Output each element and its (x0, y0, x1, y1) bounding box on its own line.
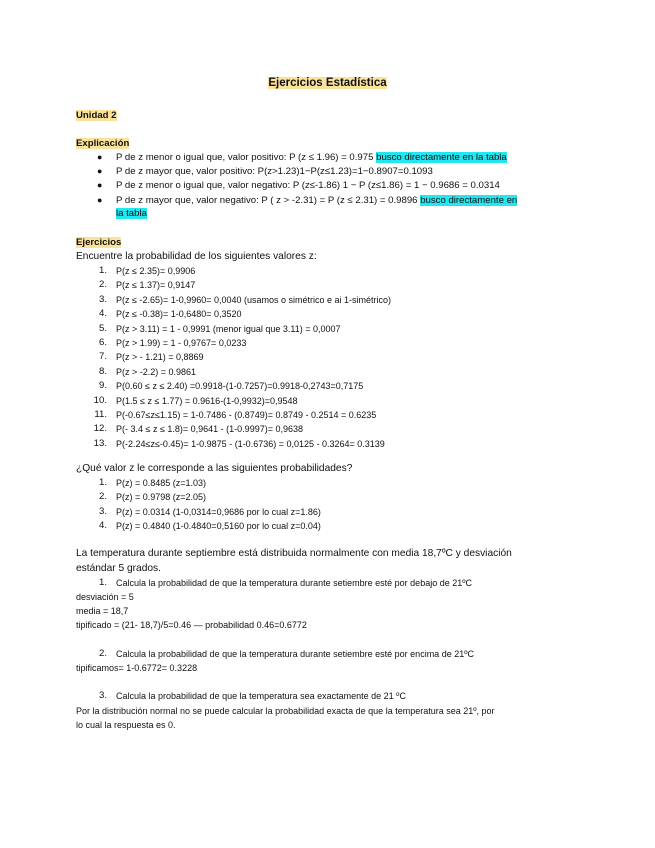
list-item: P(z ≤ 2.35)= 0,9906 (116, 266, 196, 276)
list-item: P(z > 1.99) = 1 - 0,9767= 0,0233 (116, 338, 247, 348)
list-number: 3. (98, 293, 107, 305)
list-number: 2. (98, 491, 107, 503)
q1-line: tipificado = (21- 18,7)/5=0.46 — probabilidad 0.46=0.6772 (76, 620, 307, 630)
list-item: P(z ≤ 1.37)= 0,9147 (116, 280, 196, 291)
list-item: P(z) = 0.9798 (z=2.05) (116, 492, 207, 503)
explicacion-heading: Explicación (76, 138, 130, 149)
bullet-dot: ● (97, 152, 103, 162)
q3-text: Calcula la probabilidad de que la temperatura sea exactamente de 21 ºC (116, 691, 406, 701)
temperatura-intro-cont: estándar 5 grados. (76, 563, 161, 574)
unit-label: Unidad 2 (76, 110, 117, 121)
segunda-question: ¿Qué valor z le corresponde a las siguientes probabilidades? (76, 463, 353, 474)
list-number: 3. (98, 505, 107, 517)
q1-line: desviación = 5 (76, 592, 134, 602)
list-item: P(z) = 0.0314 (1-0,0314=0,9686 por lo cual z=1.86) (116, 506, 321, 517)
explicacion-bullet: P de z menor o igual que, valor negativo: P (z≤-1.86) 1 − P (z≤1.86) = 1 − 0.9686 = 0.0314 (116, 180, 500, 191)
q2-line: tipificamos= 1-0.6772= 0.3228 (76, 663, 198, 673)
list-number: 6. (98, 337, 107, 348)
q1-text: Calcula la probabilidad de que la temperatura durante setiembre esté por debajo de 21ºC (116, 578, 473, 588)
list-item: P(z) = 0.8485 (z=1.03) (116, 478, 207, 488)
list-item: P(- 3.4 ≤ z ≤ 1.8)= 0,9641 - (1-0.9997)= 0,9638 (116, 424, 303, 435)
list-item: P(z > -2.2) = 0.9861 (116, 366, 197, 377)
temperatura-intro: La temperatura durante septiembre está distribuida normalmente con media 18,7ºC y desviación (76, 548, 512, 559)
list-item: P(z ≤ -0.38)= 1-0,6480= 0,3520 (116, 309, 242, 320)
list-number: 5. (98, 322, 107, 334)
list-item: P(0.60 ≤ z ≤ 2.40) =0.9918-(1-0.7257)=0.9918-0,2743=0,7175 (116, 381, 364, 392)
explicacion-bullet: P de z menor o igual que, valor positivo: P (z ≤ 1.96) = 0.975 busco directamente en la tabla (116, 152, 507, 163)
explicacion-bullet-continuation: la tabla (116, 208, 147, 219)
list-number: 8. (98, 365, 107, 377)
list-number: 7. (98, 351, 107, 363)
q1-number: 1. (98, 577, 107, 588)
q3-line: lo cual la respuesta es 0. (76, 720, 176, 730)
list-item: P(z ≤ -2.65)= 1-0,9960= 0,0040 (usamos o simétrico e ai 1-simétrico) (116, 294, 392, 305)
list-number: 4. (98, 308, 107, 320)
q1-line: media = 18,7 (76, 606, 129, 616)
explicacion-bullet: P de z mayor que, valor negativo: P ( z > -2.31) = P (z ≤ 2.31) = 0.9896 busco directamente en (116, 195, 518, 206)
bullet-dot: ● (97, 166, 103, 176)
page-title: Ejercicios Estadística (268, 77, 387, 89)
list-number: 13. (93, 437, 107, 449)
list-number: 1. (98, 265, 107, 276)
list-number: 11. (94, 409, 107, 420)
list-item: P(-0.67≤z≤1.15) = 1-0.7486 - (0.8749)= 0.8749 - 0.2514 = 0.6235 (116, 410, 377, 420)
q2-text: Calcula la probabilidad de que la temperatura durante setiembre esté por encima de 21ºC (116, 649, 475, 659)
list-item: P(z) = 0.4840 (1-0.4840=0,5160 por lo cual z=0.04) (116, 521, 321, 532)
list-item: P(z > - 1.21) = 0,8869 (116, 352, 204, 363)
list-number: 9. (98, 380, 107, 392)
bullet-dot: ● (97, 180, 103, 190)
list-item: P(-2.24≤z≤-0.45)= 1-0.9875 - (1-0.6736) = 0,0125 - 0.3264= 0.3139 (116, 438, 385, 449)
q2-number: 2. (98, 648, 107, 659)
ejercicios-heading: Ejercicios (76, 237, 122, 248)
q3-number: 3. (98, 690, 107, 701)
bullet-dot: ● (97, 195, 103, 205)
list-number: 4. (98, 520, 107, 532)
list-number: 12. (93, 423, 107, 435)
list-number: 2. (98, 279, 107, 291)
list-number: 10. (93, 394, 107, 406)
list-item: P(z > 3.11) = 1 - 0,9991 (menor igual que 3.11) = 0,0007 (116, 323, 341, 334)
ejercicios-intro: Encuentre la probabilidad de los siguientes valores z: (76, 251, 317, 262)
list-item: P(1.5 ≤ z ≤ 1.77) = 0.9616-(1-0,9932)=0,9548 (116, 395, 298, 406)
q3-line: Por la distribución normal no se puede calcular la probabilidad exacta de que la temperatura sea 21º, por (76, 706, 495, 716)
explicacion-bullet: P de z mayor que, valor positivo: P(z>1.23)1−P(z≤1.23)=1−0.8907=0.1093 (116, 166, 433, 177)
list-number: 1. (98, 477, 107, 488)
